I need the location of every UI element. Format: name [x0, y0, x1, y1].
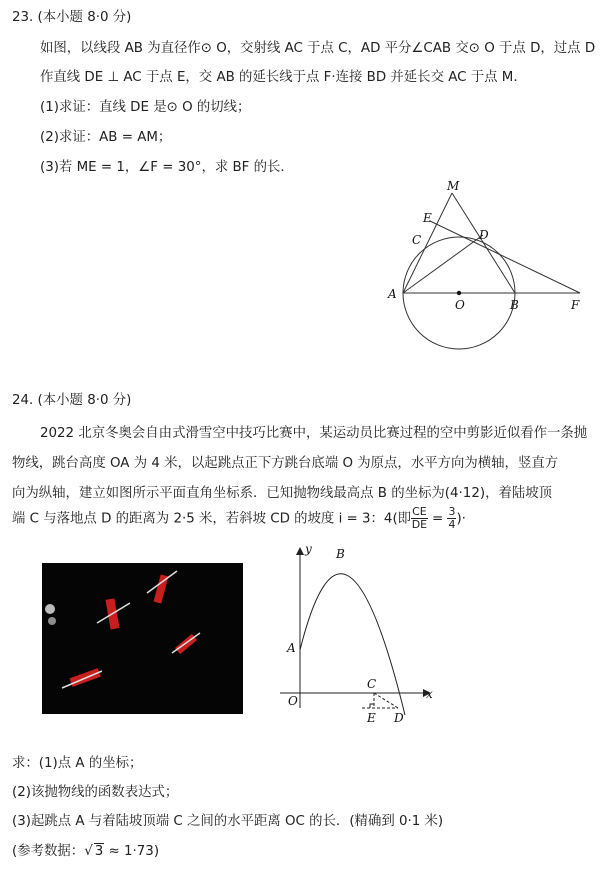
q23-part1: (1)求证：直线 DE 是⊙ O 的切线；: [40, 100, 251, 115]
q24-header: 24. (本小题 8·0 分): [12, 393, 132, 408]
label-x: x: [426, 687, 433, 701]
label-o: O: [455, 298, 465, 312]
q24-ask3: (3)起跳点 A 与着陆坡顶端 C 之间的水平距离 OC 的长．(精确到 0·1 米): [12, 814, 444, 829]
q23-text-line1: 如图，以线段 AB 为直径作⊙ O，交射线 AC 于点 C，AD 平分∠CAB 交⊙ O 于点 D，过点 D: [40, 41, 596, 56]
q23-text-line2: 作直线 DE ⊥ AC 于点 E，交 AB 的延长线于点 F·连接 BD 并延长交 AC 于点 M.: [40, 70, 518, 85]
label-a: A: [287, 641, 296, 655]
ref-suffix: ≈ 1·73): [104, 844, 160, 859]
label-y: y: [305, 542, 312, 556]
q24-reference-data: (参考数据：√ 3 ≈ 1·73): [12, 844, 160, 859]
q23-part2: (2)求证：AB = AM；: [40, 130, 172, 145]
dash-c-d: [374, 693, 398, 708]
q24-parabola-figure: [270, 540, 440, 730]
label-b: B: [336, 547, 345, 561]
sqrt-radicand: 3: [94, 844, 104, 859]
right-angle-mark: [370, 704, 374, 708]
segment-mb: [452, 193, 515, 293]
q23-part3: (3)若 ME = 1，∠F = 30°，求 BF 的长.: [40, 160, 285, 175]
q24-text-line2: 物线，跳台高度 OA 为 4 米，以起跳点正下方跳台底端 O 为原点，水平方向为横轴，竖直方: [12, 456, 559, 471]
parabola-curve: [300, 574, 405, 715]
q23-geometry-figure: [380, 175, 590, 355]
center-dot: [457, 291, 461, 295]
label-a: A: [388, 287, 397, 301]
label-o: O: [288, 694, 298, 708]
segment-am: [403, 193, 452, 293]
line4-prefix: 端 C 与落地点 D 的距离为 2·5 米，若斜坡 CD 的坡度 i = 3：4(即: [12, 511, 412, 527]
q24-ask1: 求：(1)点 A 的坐标；: [12, 756, 143, 771]
label-d: D: [479, 228, 489, 242]
label-f: F: [571, 298, 580, 312]
fraction-denominator: DE: [411, 518, 428, 531]
fraction-numerator-3: 3: [448, 505, 456, 518]
skier-photo: [42, 563, 243, 714]
fraction-numerator: CE: [412, 505, 427, 518]
label-e: E: [367, 711, 376, 725]
q24-ask2: (2)该抛物线的函数表达式；: [12, 785, 179, 800]
label-e: E: [423, 211, 432, 225]
line4-suffix: )·: [456, 511, 466, 527]
ref-prefix: (参考数据：: [12, 844, 85, 859]
label-m: M: [447, 179, 460, 193]
q23-header: 23. (本小题 8·0 分): [12, 10, 132, 25]
label-c: C: [412, 233, 422, 247]
skier-silhouettes: [42, 563, 243, 714]
label-c: C: [367, 677, 377, 691]
q24-text-line4: [12, 506, 466, 531]
q24-text-line1: 2022 北京冬奥会自由式滑雪空中技巧比赛中，某运动员比赛过程的空中剪影近似看作一条抛: [40, 426, 588, 441]
label-b: B: [510, 298, 519, 312]
fraction-ce-de: [411, 506, 428, 531]
fraction-denominator-4: 4: [448, 518, 456, 531]
label-d: D: [394, 711, 404, 725]
q24-text-line3: 向为纵轴，建立如图所示平面直角坐标系．已知抛物线最高点 B 的坐标为(4·12)，着陆坡顶: [12, 486, 553, 501]
equals-sign: =: [427, 511, 448, 527]
